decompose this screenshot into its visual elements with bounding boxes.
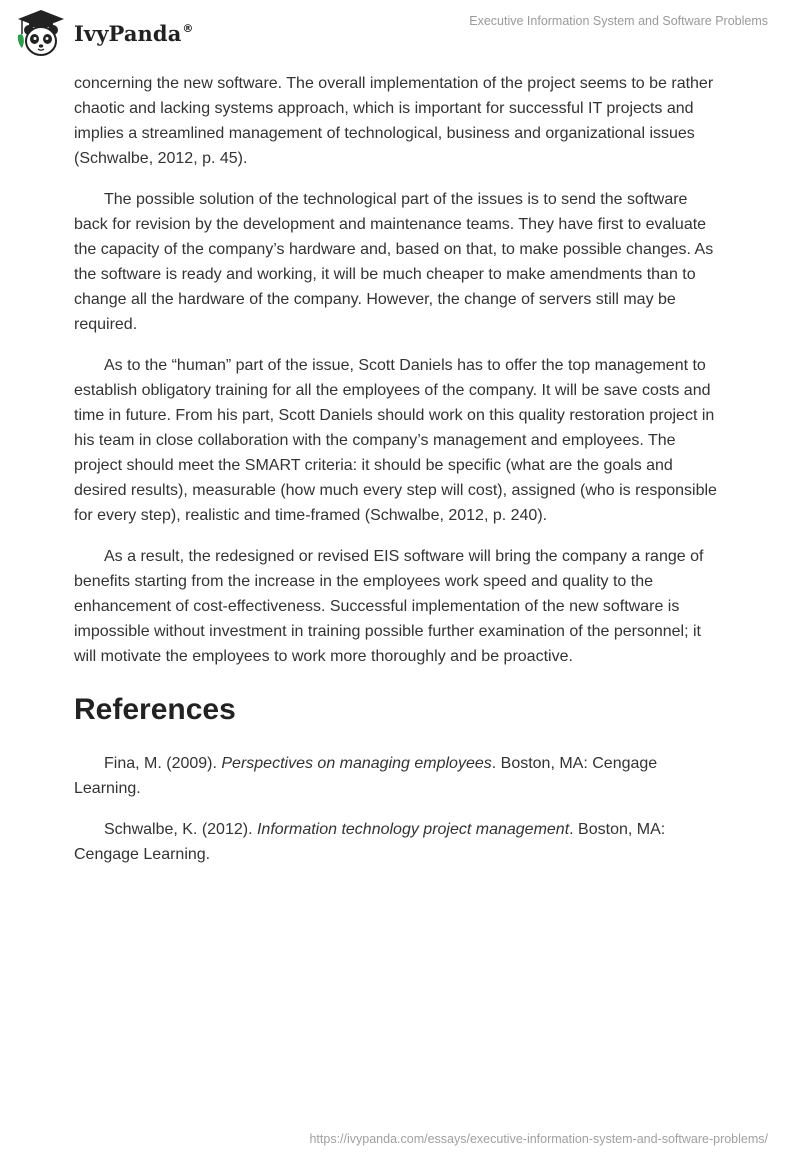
source-url-link[interactable]: https://ivypanda.com/essays/executive-information-system-and-software-problems/	[309, 1132, 768, 1146]
document-title: Executive Information System and Software Problems	[469, 14, 768, 28]
panda-graduate-icon	[14, 8, 68, 58]
brand-name: IvyPanda®	[74, 20, 194, 46]
paragraph-technological-solution: The possible solution of the technological part of the issues is to send the software back for revision by the development and maintenance teams. They have first to evaluate the capacity of the company’s hardware and, based on that, to make possible changes. As the software is ready and working, it will be much cheaper to make amendments than to change all the hardware of the company. However, the change of servers still may be required.	[74, 191, 714, 333]
paragraph-human-issue: As to the “human” part of the issue, Scott Daniels has to offer the top management to establish obligatory training for all the employees of the company. It will be save costs and time in future. From his part, Scott Daniels should work on this quality restoration project in his team in close collaboration with the company’s management and employees. The project should meet the SMART criteria: it should be specific (what are the goals and desired results), measurable (how much every step will cost), assigned (who is responsible for every step), realistic and time-framed (Schwalbe, 2012, p. 240).	[74, 357, 717, 524]
page-header	[0, 0, 800, 64]
reference-item	[74, 817, 724, 867]
brand-logo[interactable]	[14, 8, 194, 58]
paragraph-continuation: concerning the new software. The overall implementation of the project seems to be rather chaotic and lacking systems approach, which is important for successful IT projects and implies a streamlined management of technological, business and organizational issues (Schwalbe, 2012, p. 45).	[74, 75, 714, 167]
reference-publisher: . Boston, MA: Cengage Learning.	[74, 821, 666, 863]
registered-mark: ®	[182, 21, 194, 35]
reference-title: Information technology project management	[256, 821, 570, 838]
essay-content	[74, 71, 724, 883]
reference-item	[74, 751, 724, 801]
paragraph-conclusion: As a result, the redesigned or revised EIS software will bring the company a range of benefits starting from the increase in the employees work speed and quality to the enhancement of cost-effectiveness. Successful implementation of the new software is impossible without investment in training possible further examination of the personnel; it will motivate the employees to work more thoroughly and be proactive.	[74, 548, 704, 665]
reference-title: Perspectives on managing employees	[221, 755, 492, 772]
reference-authors-year: Fina, M. (2009).	[104, 755, 222, 772]
reference-authors-year: Schwalbe, K. (2012).	[104, 821, 257, 838]
reference-publisher: . Boston, MA: Cengage Learning.	[74, 755, 658, 797]
references-heading: References	[74, 693, 236, 726]
